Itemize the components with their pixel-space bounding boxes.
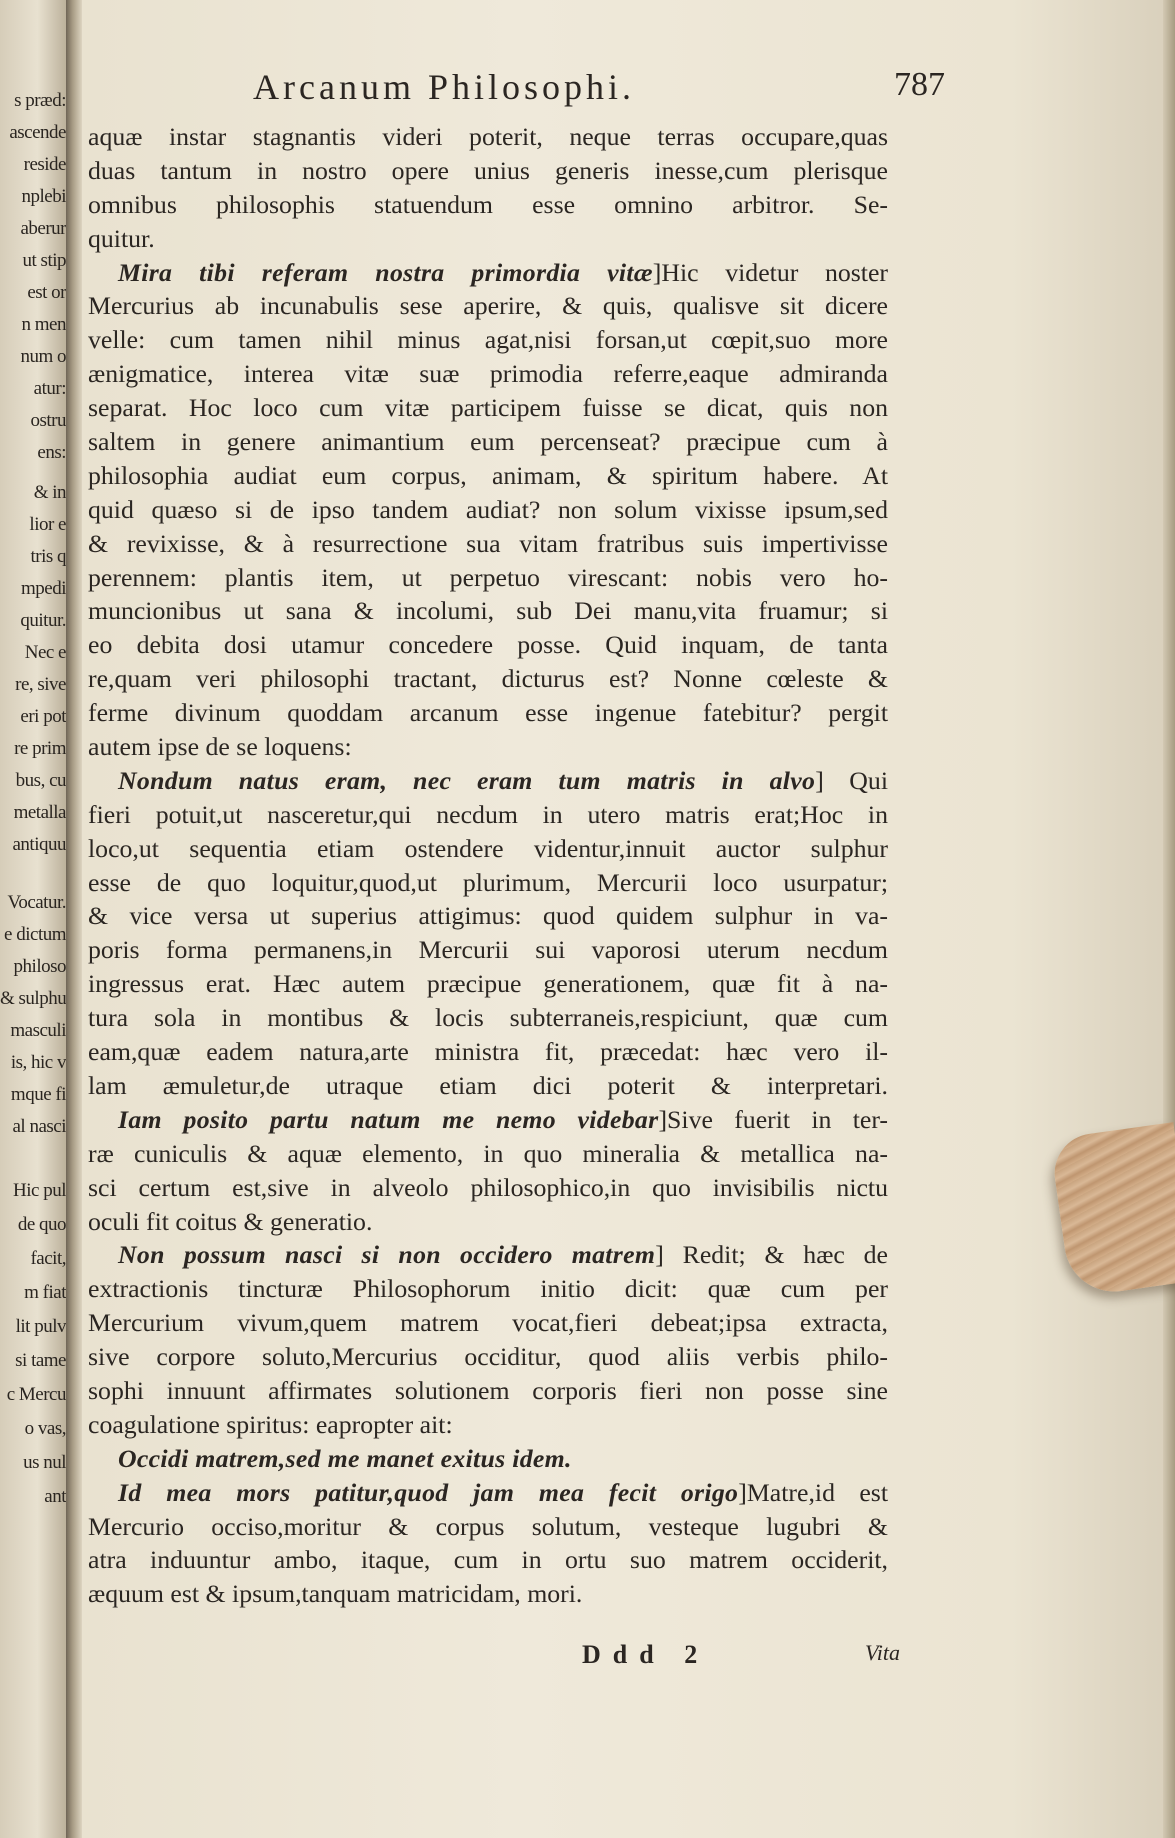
text-line: duas tantum in nostro opere unius generis inesse,cum plerisque [88,155,888,185]
facing-page-line: m fiat [24,1282,66,1303]
text-line: ferme divinum quoddam arcanum esse ingenue fatebitur? pergit [88,698,888,728]
text-line: quitur. [88,223,155,253]
text-line: lam æmuletur,de utraque etiam dici poterit & interpretari. [88,1070,888,1100]
signature-mark: Ddd 2 [582,1640,710,1669]
text-line: tura sola in montibus & locis subterraneis,respiciunt, quæ cum [88,1003,888,1033]
text-line: perennem: plantis item, ut perpetuo virescant: nobis vero ho- [88,562,888,592]
text-line: extractionis tincturæ Philosophorum initio dicit: quæ cum per [88,1274,888,1304]
text-line: philosophia audiat eum corpus, animam, & spiritum habere. At [88,460,888,490]
text-line: sive corpore soluto,Mercurius occiditur, quod aliis verbis philo- [88,1342,888,1372]
text-line: sci certum est,sive in alveolo philosophico,in quo invisibilis nictu [88,1172,888,1202]
facing-page-line: mpedi [21,578,66,599]
verse-quotation: Non possum nasci si non occidero matrem [118,1240,656,1270]
facing-page-line: lior e [29,514,66,535]
facing-page-line: & sulphu [0,988,67,1009]
text-line: Mira tibi referam nostra primordia vitæ]Hic videtur noster [118,257,888,287]
verse-quotation: Id mea mors patitur,quod jam mea fecit origo [118,1477,739,1507]
facing-page-line: nplebi [21,186,66,207]
text-line: ingressus erat. Hæc autem præcipue generationem, quæ fit à na- [88,969,888,999]
text-line: Iam posito partu natum me nemo videbar]Sive fuerit in ter- [118,1104,889,1134]
text-line: ræ cuniculis & aquæ elemento, in quo mineralia & metallica na- [88,1138,888,1168]
facing-page-line: eri pot [20,706,66,727]
text-line: muncionibus ut sana & incolumi, sub Dei manu,vita fruamur; si [88,596,888,626]
text-line: Mercurio occiso,moritur & corpus solutum, vesteque lugubri & [88,1511,888,1541]
facing-page-line: masculi [10,1020,66,1041]
verse-quotation: Nondum natus eram, nec eram tum matris in alvo [118,765,816,795]
text-line: Mercurium vivum,quem matrem vocat,fieri debeat;ipsa extracta, [88,1308,888,1338]
facing-page-line: de quo [17,1214,66,1235]
text-line: quid quæso si de ipso tandem audiat? non solum vixisse ipsum,sed [88,494,888,524]
text-line: Id mea mors patitur,quod jam mea fecit origo]Matre,id est [118,1477,888,1507]
facing-page-line: ut stip [22,250,66,271]
page-number: 787 [894,66,945,103]
page-footer [570,1640,900,1680]
text-line: æquum est & ipsum,tanquam matricidam, mori. [88,1579,583,1609]
facing-page-line: facit, [30,1248,66,1269]
facing-page-line: antiquu [12,834,66,855]
verse-quotation: Mira tibi referam nostra primordia vitæ [118,257,653,287]
facing-page-line: Nec e [24,642,66,663]
facing-page-line: ostru [30,410,66,431]
facing-page-line: si tame [15,1350,66,1371]
text-line: esse de quo loquitur,quod,ut plurimum, Mercurii loco usurpatur; [88,867,888,897]
text-line: re,quam veri philosophi tractant, dicturus est? Nonne cœleste & [88,664,888,694]
facing-page-line: re prim [14,738,66,759]
text-line: coagulatione spiritus: eapropter ait: [88,1409,453,1439]
facing-page-line: ant [44,1486,66,1507]
text-line: atra induuntur ambo, itaque, cum in ortu suo matrem occiderit, [88,1545,888,1575]
facing-page-line: us nul [23,1452,66,1473]
text-line: fieri potuit,ut nasceretur,qui necdum in utero matris erat;Hoc in [88,799,888,829]
facing-page-line: tris q [30,546,66,567]
facing-page-line: metalla [13,802,66,823]
facing-page-line: & in [33,482,66,503]
text-line: sophi innuunt affirmates solutionem corporis fieri non posse sine [88,1375,888,1405]
text-line: velle: cum tamen nihil minus agat,nisi forsan,ut cœpit,suo more [88,325,888,355]
facing-page-line: lit pulv [15,1316,66,1337]
facing-page-line: c Mercu [6,1384,66,1405]
text-line: saltem in genere animantium eum percenseat? præcipue cum à [88,427,888,457]
text-line: Nondum natus eram, nec eram tum matris in alvo] Qui [118,765,888,795]
facing-page-line: re, sive [15,674,66,695]
text-line: & revixisse, & à resurrectione sua vitam fratribus suis impertivisse [88,528,888,558]
page-header [165,66,945,114]
facing-page-line: n men [21,314,66,335]
facing-page-fragment [0,0,68,1838]
text-line: eo debita dosi utamur concedere posse. Quid inquam, de tanta [88,630,888,660]
text-line: omnibus philosophis statuendum esse omnino arbitror. Se- [88,189,888,219]
verse-quotation: Iam posito partu natum me nemo videbar [118,1104,659,1134]
facing-page-line: ascende [9,122,66,143]
text-line: autem ipse de se loquens: [88,732,352,762]
facing-page-line: quitur. [20,610,66,631]
facing-page-line: atur: [33,378,66,399]
text-line: Non possum nasci si non occidero matrem] Redit; & hæc de [118,1240,888,1270]
facing-page-line: est or [27,282,66,303]
facing-page-line: Hic pul [13,1180,66,1201]
facing-page-line: al nasci [12,1116,66,1137]
book-gutter [66,0,82,1838]
facing-page-line: ens: [37,442,66,463]
facing-page-line: num o [20,346,66,367]
page-body [88,120,888,1611]
facing-page-line: o vas, [24,1418,66,1439]
text-line: oculi fit coitus & generatio. [88,1206,373,1236]
text-line: eam,quæ eadem natura,arte ministra fit, præcedat: hæc vero il- [88,1037,888,1067]
text-line: & vice versa ut superius attigimus: quod quidem sulphur in va- [88,901,888,931]
text-line: loco,ut sequentia etiam ostendere videntur,innuit auctor sulphur [88,833,888,863]
facing-page-line: s præd: [14,90,66,111]
text-line: separat. Hoc loco cum vitæ participem fuisse se dicat, quis non [88,393,888,423]
text-line: poris forma permanens,in Mercurii sui vaporosi uterum necdum [88,935,888,965]
facing-page-line: bus, cu [15,770,66,791]
running-title: Arcanum Philosophi. [253,67,635,107]
facing-page-line: is, hic v [10,1052,66,1073]
facing-page-line: philoso [13,956,66,977]
catchword: Vita [864,1640,900,1665]
facing-page-line: e dictum [4,924,66,945]
facing-page-line: reside [23,154,66,175]
facing-page-line: aberur [20,218,66,239]
text-line: ænigmatice, interea vitæ suæ primodia referre,eaque admiranda [88,359,888,389]
text-line: Mercurius ab incunabulis sese aperire, & quis, qualisve sit dicere [88,291,888,321]
facing-page-line: Vocatur. [7,892,66,913]
text-line: aquæ instar stagnantis videri poterit, neque terras occupare,quas [88,122,888,151]
facing-page-line: mque fi [10,1084,66,1105]
text-line: Occidi matrem,sed me manet exitus idem. [118,1443,572,1473]
page-edge [1163,0,1175,1838]
